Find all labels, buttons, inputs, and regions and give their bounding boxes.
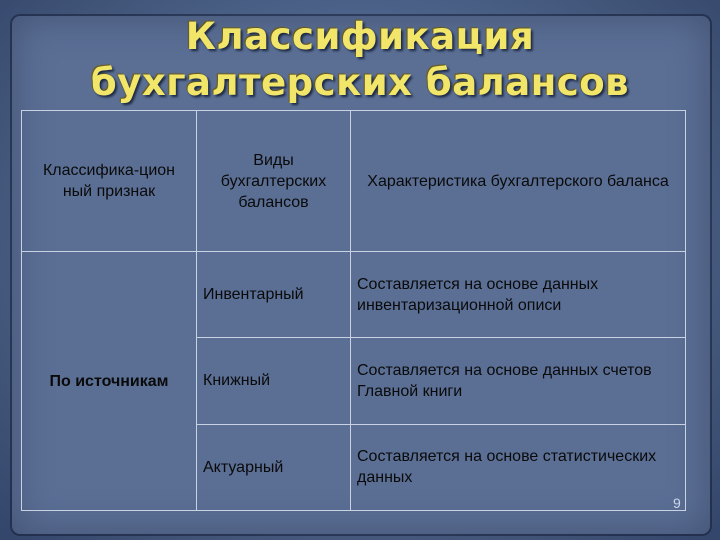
balance-description-cell: Составляется на основе данных инвентаризационной описи [351,252,686,338]
page-number: 9 [673,495,681,511]
criterion-cell: По источникам [22,252,197,511]
balance-type-cell: Актуарный [197,424,351,510]
table-row [22,252,686,338]
header-cell-types: Виды бухгалтерских балансов [197,111,351,252]
classification-table-wrapper [21,110,686,511]
balance-type-cell: Инвентарный [197,252,351,338]
header-cell-criterion: Классифика-цион ный признак [22,111,197,252]
balance-description-cell: Составляется на основе данных счетов Главной книги [351,338,686,424]
table-header-row [22,111,686,252]
balance-description-cell: Составляется на основе статистических данных [351,424,686,510]
balance-type-cell: Книжный [197,338,351,424]
header-cell-characteristic: Характеристика бухгалтерского баланса [351,111,686,252]
slide-title: Классификация бухгалтерских балансов [90,15,630,104]
classification-table [21,110,686,511]
